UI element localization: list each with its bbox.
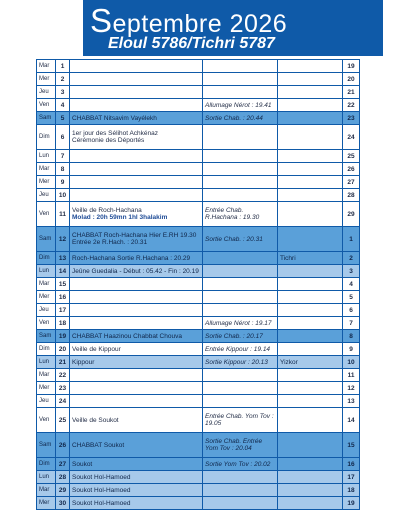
event-cell	[70, 73, 203, 86]
calendar-row	[37, 189, 360, 202]
hebrew-day: 8	[343, 330, 360, 343]
hebrew-day: 10	[343, 356, 360, 369]
calendar-row	[37, 163, 360, 176]
event-cell	[70, 278, 203, 291]
event-line-1: Soukot	[72, 460, 93, 468]
event-cell	[70, 252, 203, 265]
day-of-week: Dim	[37, 458, 56, 471]
event-cell	[70, 291, 203, 304]
note-cell: Sortie Kippour : 20.13	[203, 356, 278, 369]
hebrew-day: 25	[343, 150, 360, 163]
calendar-row	[37, 202, 360, 227]
note-cell	[203, 73, 278, 86]
day-number: 13	[56, 252, 70, 265]
calendar-row	[37, 304, 360, 317]
calendar-row	[37, 343, 360, 356]
day-number: 1	[56, 60, 70, 73]
hebrew-day: 14	[343, 408, 360, 433]
day-number: 11	[56, 202, 70, 227]
day-number: 19	[56, 330, 70, 343]
hebrew-day: 26	[343, 163, 360, 176]
calendar-row	[37, 395, 360, 408]
day-of-week: Ven	[37, 99, 56, 112]
event-line-1: CHABBAT Nitsavim Vayélekh	[72, 114, 157, 122]
hebrew-day: 24	[343, 125, 360, 150]
day-number: 27	[56, 458, 70, 471]
event-cell	[70, 395, 203, 408]
note-cell: Entrée Chab. R.Hachana : 19.30	[203, 202, 278, 227]
extra-cell: Tichri	[278, 252, 343, 265]
event-cell	[70, 265, 203, 278]
hebrew-months: Eloul 5786/Tichri 5787	[108, 35, 275, 52]
note-cell: Sortie Chab. Entrée Yom Tov : 20.04	[203, 433, 278, 458]
note-cell: Entrée Chab. Yom Tov : 19.05	[203, 408, 278, 433]
day-number: 28	[56, 471, 70, 484]
extra-cell	[278, 176, 343, 189]
event-line-2: Cérémonie des Déportés	[72, 137, 145, 144]
hebrew-day: 7	[343, 317, 360, 330]
calendar-row	[37, 112, 360, 125]
calendar-row	[37, 73, 360, 86]
day-number: 4	[56, 99, 70, 112]
day-number: 8	[56, 163, 70, 176]
note-cell: Sortie Chab. : 20.17	[203, 330, 278, 343]
note-cell	[203, 484, 278, 497]
extra-cell	[278, 408, 343, 433]
hebrew-day: 18	[343, 484, 360, 497]
extra-cell	[278, 86, 343, 99]
event-cell	[70, 150, 203, 163]
month-rest: eptembre 2026	[112, 10, 288, 38]
day-of-week: Jeu	[37, 86, 56, 99]
day-of-week: Lun	[37, 150, 56, 163]
note-cell	[203, 86, 278, 99]
day-of-week: Jeu	[37, 189, 56, 202]
day-number: 5	[56, 112, 70, 125]
calendar-row	[37, 484, 360, 497]
extra-cell	[278, 291, 343, 304]
calendar-row	[37, 356, 360, 369]
event-line-1: Soukot Hol-Hamoed	[72, 473, 131, 481]
day-of-week: Ven	[37, 317, 56, 330]
note-cell	[203, 395, 278, 408]
note-cell	[203, 265, 278, 278]
day-of-week: Lun	[37, 265, 56, 278]
extra-cell	[278, 73, 343, 86]
calendar-table	[36, 59, 360, 510]
event-line-1: Veille de Roch-Hachana	[72, 207, 142, 214]
day-number: 6	[56, 125, 70, 150]
note-cell	[203, 471, 278, 484]
day-of-week: Jeu	[37, 304, 56, 317]
calendar-row	[37, 265, 360, 278]
note-cell: Entrée Kippour : 19.14	[203, 343, 278, 356]
event-cell	[70, 458, 203, 471]
note-cell: Sortie Chab. : 20.31	[203, 227, 278, 252]
extra-cell	[278, 112, 343, 125]
day-of-week: Ven	[37, 202, 56, 227]
calendar-body	[37, 60, 360, 510]
event-cell	[70, 304, 203, 317]
event-cell	[70, 433, 203, 458]
day-of-week: Mar	[37, 163, 56, 176]
event-cell	[70, 471, 203, 484]
calendar-row	[37, 60, 360, 73]
event-cell	[70, 125, 203, 150]
note-cell	[203, 176, 278, 189]
extra-cell	[278, 484, 343, 497]
event-cell	[70, 189, 203, 202]
day-number: 17	[56, 304, 70, 317]
day-of-week: Dim	[37, 343, 56, 356]
calendar-row	[37, 382, 360, 395]
calendar-row	[37, 433, 360, 458]
event-line-1: Jeûne Guedalia - Début : 05.42 - Fin : 20.19	[72, 267, 199, 275]
note-cell	[203, 150, 278, 163]
event-cell	[70, 317, 203, 330]
day-of-week: Mar	[37, 278, 56, 291]
day-of-week: Dim	[37, 252, 56, 265]
calendar-row	[37, 317, 360, 330]
note-cell	[203, 125, 278, 150]
extra-cell	[278, 189, 343, 202]
event-cell	[70, 484, 203, 497]
day-of-week: Mer	[37, 73, 56, 86]
day-number: 22	[56, 369, 70, 382]
day-of-week: Mar	[37, 60, 56, 73]
calendar-row	[37, 330, 360, 343]
day-number: 10	[56, 189, 70, 202]
extra-cell	[278, 369, 343, 382]
day-of-week: Mer	[37, 382, 56, 395]
extra-cell	[278, 317, 343, 330]
note-cell	[203, 278, 278, 291]
note-cell	[203, 304, 278, 317]
extra-cell	[278, 343, 343, 356]
extra-cell	[278, 458, 343, 471]
hebrew-day: 20	[343, 73, 360, 86]
note-cell: Sortie Chab. : 20.44	[203, 112, 278, 125]
hebrew-day: 12	[343, 382, 360, 395]
calendar-row	[37, 150, 360, 163]
day-number: 25	[56, 408, 70, 433]
hebrew-day: 15	[343, 433, 360, 458]
hebrew-day: 17	[343, 471, 360, 484]
event-cell	[70, 112, 203, 125]
hebrew-day: 19	[343, 497, 360, 510]
extra-cell	[278, 150, 343, 163]
day-of-week: Sam	[37, 433, 56, 458]
extra-cell	[278, 497, 343, 510]
event-line-1: Veille de Soukot	[72, 416, 119, 424]
calendar-row	[37, 125, 360, 150]
day-of-week: Sam	[37, 227, 56, 252]
calendar-row	[37, 227, 360, 252]
event-line-1: Soukot Hol-Hamoed	[72, 499, 131, 507]
extra-cell	[278, 125, 343, 150]
hebrew-day: 3	[343, 265, 360, 278]
hebrew-day: 21	[343, 86, 360, 99]
day-of-week: Lun	[37, 356, 56, 369]
day-of-week: Mer	[37, 497, 56, 510]
calendar-row	[37, 278, 360, 291]
day-number: 23	[56, 382, 70, 395]
hebrew-day: 9	[343, 343, 360, 356]
event-cell	[70, 176, 203, 189]
event-cell	[70, 227, 203, 252]
day-of-week: Ven	[37, 408, 56, 433]
event-line-1: Veille de Kippour	[72, 345, 121, 353]
hebrew-day: 6	[343, 304, 360, 317]
event-cell	[70, 497, 203, 510]
day-number: 2	[56, 73, 70, 86]
day-number: 12	[56, 227, 70, 252]
note-cell: Allumage Nérot : 19.17	[203, 317, 278, 330]
extra-cell	[278, 163, 343, 176]
extra-cell	[278, 382, 343, 395]
day-number: 16	[56, 291, 70, 304]
calendar-row	[37, 176, 360, 189]
hebrew-day: 29	[343, 202, 360, 227]
calendar-row	[37, 86, 360, 99]
note-cell	[203, 497, 278, 510]
hebrew-day: 23	[343, 112, 360, 125]
extra-cell	[278, 433, 343, 458]
page-header	[0, 0, 400, 56]
calendar-row	[37, 252, 360, 265]
day-number: 15	[56, 278, 70, 291]
calendar-row	[37, 99, 360, 112]
calendar-row	[37, 291, 360, 304]
extra-cell	[278, 265, 343, 278]
hebrew-day: 22	[343, 99, 360, 112]
day-number: 20	[56, 343, 70, 356]
hebrew-day: 27	[343, 176, 360, 189]
extra-cell	[278, 471, 343, 484]
event-cell	[70, 408, 203, 433]
day-number: 9	[56, 176, 70, 189]
extra-cell	[278, 227, 343, 252]
event-line-1: Soukot Hol-Hamoed	[72, 486, 131, 494]
hebrew-day: 1	[343, 227, 360, 252]
note-cell	[203, 163, 278, 176]
note-cell	[203, 252, 278, 265]
note-cell	[203, 382, 278, 395]
event-line-1: 1er jour des Sélihot Achkénaz	[72, 130, 158, 137]
hebrew-day: 13	[343, 395, 360, 408]
calendar-row	[37, 471, 360, 484]
extra-cell	[278, 278, 343, 291]
day-number: 26	[56, 433, 70, 458]
event-line-2: Entrée 2e R.Hach. : 20.31	[72, 239, 148, 246]
note-cell	[203, 189, 278, 202]
day-of-week: Sam	[37, 330, 56, 343]
event-cell	[70, 86, 203, 99]
event-cell	[70, 60, 203, 73]
day-number: 18	[56, 317, 70, 330]
note-cell	[203, 60, 278, 73]
day-number: 7	[56, 150, 70, 163]
calendar-row	[37, 408, 360, 433]
extra-cell	[278, 395, 343, 408]
day-number: 30	[56, 497, 70, 510]
event-cell	[70, 382, 203, 395]
extra-cell	[278, 202, 343, 227]
extra-cell	[278, 99, 343, 112]
calendar-row	[37, 497, 360, 510]
extra-cell	[278, 60, 343, 73]
event-line-1: CHABBAT Roch-Hachana Hier E.RH 19.30	[72, 232, 197, 239]
calendar-row	[37, 369, 360, 382]
event-line-1: CHABBAT Soukot	[72, 441, 125, 449]
event-cell	[70, 202, 203, 227]
calendar-row	[37, 458, 360, 471]
event-cell	[70, 369, 203, 382]
day-number: 29	[56, 484, 70, 497]
day-of-week: Dim	[37, 125, 56, 150]
day-of-week: Lun	[37, 471, 56, 484]
extra-cell	[278, 304, 343, 317]
event-line-1: CHABBAT Haazinou Chabbat Chouva	[72, 332, 182, 340]
day-of-week: Jeu	[37, 395, 56, 408]
day-number: 21	[56, 356, 70, 369]
event-cell	[70, 356, 203, 369]
event-cell	[70, 163, 203, 176]
hebrew-day: 19	[343, 60, 360, 73]
day-of-week: Mar	[37, 484, 56, 497]
event-line-2: Molad : 20h 59mn 1hl 3halakim	[72, 214, 168, 221]
day-number: 3	[56, 86, 70, 99]
hebrew-day: 11	[343, 369, 360, 382]
extra-cell: Yizkor	[278, 356, 343, 369]
event-cell	[70, 343, 203, 356]
note-cell	[203, 291, 278, 304]
day-number: 14	[56, 265, 70, 278]
event-line-1: Kippour	[72, 358, 95, 366]
hebrew-day: 16	[343, 458, 360, 471]
hebrew-day: 28	[343, 189, 360, 202]
note-cell	[203, 369, 278, 382]
event-cell	[70, 330, 203, 343]
note-cell: Sortie Yom Tov : 20.02	[203, 458, 278, 471]
day-number: 24	[56, 395, 70, 408]
event-line-1: Roch-Hachana Sortie R.Hachana : 20.29	[72, 254, 191, 262]
day-of-week: Mer	[37, 291, 56, 304]
extra-cell	[278, 330, 343, 343]
day-of-week: Sam	[37, 112, 56, 125]
hebrew-day: 5	[343, 291, 360, 304]
note-cell: Allumage Nérot : 19.41	[203, 99, 278, 112]
hebrew-day: 2	[343, 252, 360, 265]
hebrew-day: 4	[343, 278, 360, 291]
event-cell	[70, 99, 203, 112]
day-of-week: Mar	[37, 369, 56, 382]
month-initial: S	[90, 2, 113, 39]
day-of-week: Mer	[37, 176, 56, 189]
